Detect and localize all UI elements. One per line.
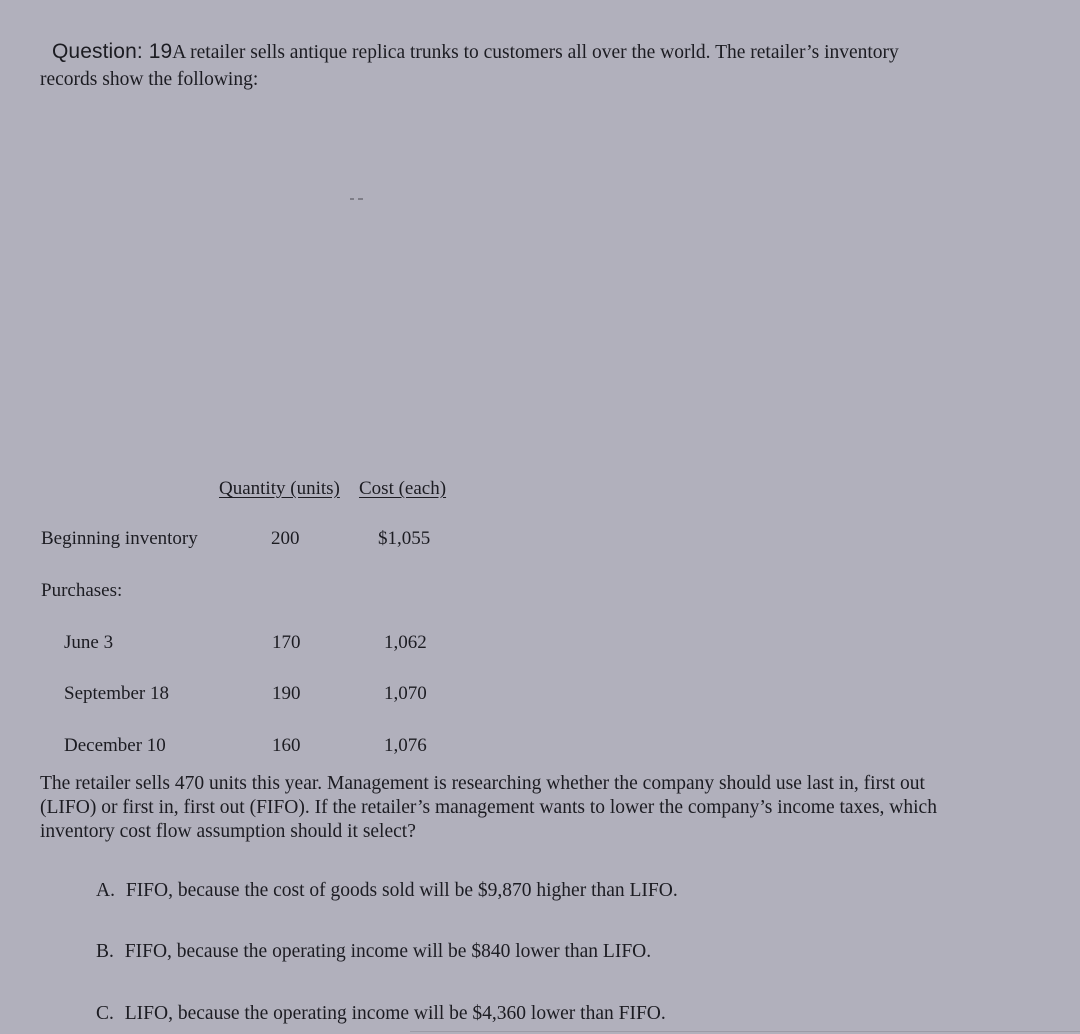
prompt-line1: The retailer sells 470 units this year. Management is researching whether the company should use last in, first out: [40, 773, 925, 794]
header-quantity: Quantity (units): [219, 478, 340, 499]
option-letter: B.: [96, 941, 114, 962]
bottom-divider: [410, 1031, 1080, 1032]
purchase-row-cost: 1,076: [384, 735, 427, 756]
prompt-line2: (LIFO) or first in, first out (FIFO). If the retailer’s management wants to lower the company’s income taxes, which: [40, 797, 937, 818]
option-letter: C.: [96, 1003, 114, 1024]
purchase-row-date: June 3: [64, 632, 114, 653]
purchase-row-cost: 1,070: [384, 683, 427, 704]
beginning-inventory-cost: $1,055: [378, 528, 431, 549]
question-title: [52, 40, 899, 64]
option-text: LIFO, because the operating income will be $4,360 lower than FIFO.: [124, 1003, 666, 1024]
question-intro-line1: A retailer sells antique replica trunks to customers all over the world. The retailer’s inventory: [172, 42, 899, 63]
answer-option-c[interactable]: [96, 1003, 666, 1025]
answer-option-a[interactable]: [96, 880, 678, 902]
question-intro-line2: records show the following:: [40, 69, 259, 90]
purchase-row-date: December 10: [64, 735, 166, 756]
prompt-line3: inventory cost flow assumption should it select?: [40, 821, 416, 842]
purchases-label: Purchases:: [41, 580, 123, 601]
beginning-inventory-quantity: 200: [271, 528, 300, 549]
answer-option-b[interactable]: [96, 941, 651, 963]
option-text: FIFO, because the cost of goods sold will be $9,870 higher than LIFO.: [125, 880, 678, 901]
purchase-row-cost: 1,062: [384, 632, 427, 653]
stray-dash-mark: [349, 194, 365, 204]
question-label: Question: 19: [52, 40, 173, 63]
option-text: FIFO, because the operating income will be $840 lower than LIFO.: [124, 941, 652, 962]
purchase-row-quantity: 190: [272, 683, 301, 704]
purchase-row-quantity: 160: [272, 735, 301, 756]
beginning-inventory-label: Beginning inventory: [41, 528, 198, 549]
purchase-row-quantity: 170: [272, 632, 301, 653]
option-letter: A.: [96, 880, 115, 901]
purchase-row-date: September 18: [64, 683, 170, 704]
header-cost: Cost (each): [359, 478, 447, 499]
